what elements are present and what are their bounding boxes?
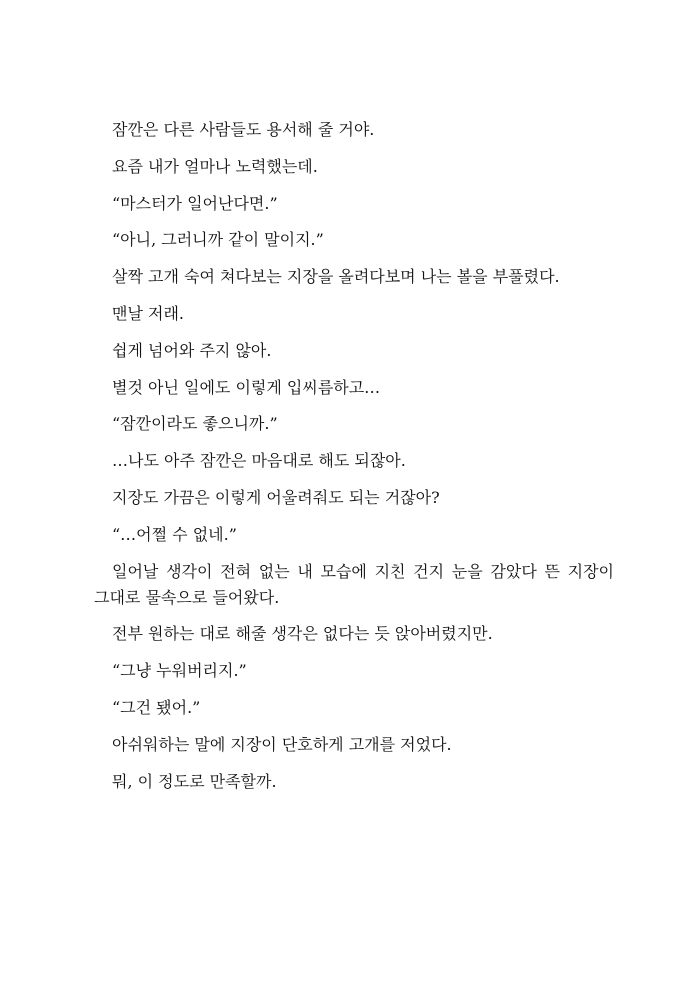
paragraph: “그냥 누워버리지.” <box>112 661 247 681</box>
paragraph: 맨날 저래. <box>112 303 184 323</box>
paragraph: 전부 원하는 대로 해줄 생각은 없다는 듯 앉아버렸지만. <box>112 624 493 644</box>
paragraph: 아쉬워하는 말에 지장이 단호하게 고개를 저었다. <box>112 734 452 754</box>
paragraph: “잠깐이라도 좋으니까.” <box>112 414 278 434</box>
paragraph: 잠깐은 다른 사람들도 용서해 줄 거야. <box>112 120 375 139</box>
paragraph: 뭐, 이 정도로 만족할까. <box>112 771 277 791</box>
paragraph: 요즘 내가 얼마나 노력했는데. <box>112 156 318 176</box>
paragraph: 지장도 가끔은 이렇게 어울려줘도 되는 거잖아? <box>112 487 440 507</box>
text-body <box>94 117 614 805</box>
paragraph: “아니, 그러니까 같이 말이지.” <box>112 230 324 250</box>
paragraph: …나도 아주 잠깐은 마음대로 해도 되잖아. <box>112 451 406 471</box>
paragraph: “마스터가 일어난다면.” <box>112 193 278 213</box>
paragraph: “…어쩔 수 없네.” <box>112 524 237 544</box>
paragraph: 별것 아닌 일에도 이렇게 입씨름하고… <box>112 377 381 397</box>
paragraph: 살짝 고개 숙여 쳐다보는 지장을 올려다보며 나는 볼을 부풀렸다. <box>112 267 560 287</box>
paragraph: “그건 됐어.” <box>112 697 201 717</box>
paragraph: 쉽게 넘어와 주지 않아. <box>112 340 272 360</box>
paragraph: 일어날 생각이 전혀 없는 내 모습에 지친 건지 눈을 감았다 뜬 지장이 그대로 물속으로 들어왔다. <box>94 561 614 607</box>
